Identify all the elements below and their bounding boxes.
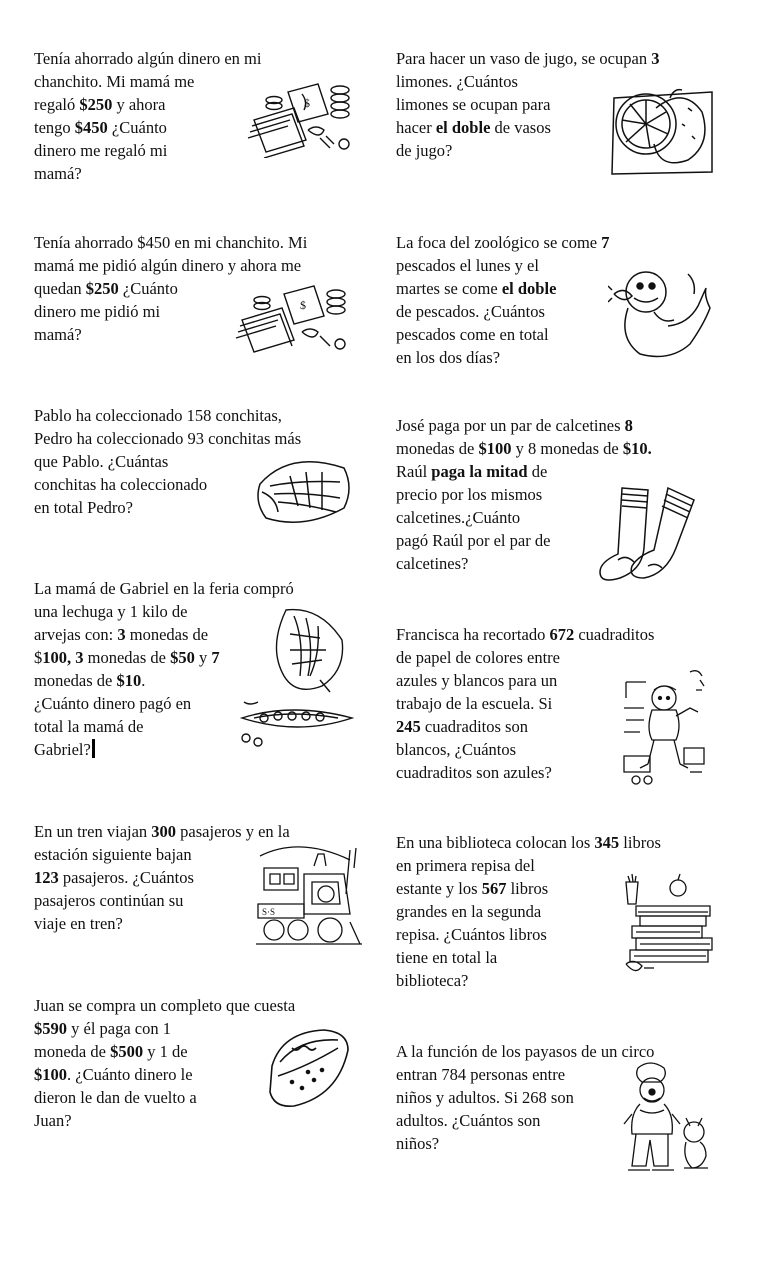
problem-line: pagó Raúl por el par de	[396, 531, 551, 550]
problem-line: tiene en total la	[396, 948, 498, 967]
problem-line: Francisca ha recortado 672 cuadraditos	[396, 625, 655, 644]
problem-line: quedan $250 ¿Cuánto	[34, 279, 178, 298]
problem-line: moneda de $500 y 1 de	[34, 1042, 188, 1061]
seal-icon	[608, 262, 714, 360]
problem-line: tengo $450 ¿Cuánto	[34, 118, 167, 137]
problem-line: dinero me regaló mi	[34, 141, 168, 160]
problem-line: pescados come en total	[396, 325, 549, 344]
problem-line: A la función de los payasos de un circo	[396, 1042, 655, 1061]
problem-line: Tenía ahorrado algún dinero en mi	[34, 49, 262, 68]
hotdog-icon	[262, 1026, 352, 1112]
girl-crafts-icon	[620, 668, 716, 786]
problem-line: cuadraditos son azules?	[396, 763, 552, 782]
problem-line: calcetines.¿Cuánto	[396, 508, 521, 527]
problem-line: calcetines?	[396, 554, 469, 573]
problem-line: estante y los 567 libros	[396, 879, 549, 898]
problem-line: ¿Cuánto dinero pagó en	[34, 694, 192, 713]
problem-line: regaló $250 y ahora	[34, 95, 166, 114]
problem-line: precio por los mismos	[396, 485, 543, 504]
problem-line: blancos, ¿Cuántos	[396, 740, 517, 759]
problem-line: repisa. ¿Cuántos libros	[396, 925, 547, 944]
problem-line: biblioteca?	[396, 971, 469, 990]
problem-line: arvejas con: 3 monedas de	[34, 625, 209, 644]
problem-line: En una biblioteca colocan los 345 libros	[396, 833, 661, 852]
problem-line: limones se ocupan para	[396, 95, 551, 114]
problem-1	[34, 47, 261, 185]
problem-line: La foca del zoológico se come 7	[396, 233, 610, 252]
problem-line: La mamá de Gabriel en la feria compró	[34, 579, 294, 598]
train-icon	[254, 844, 364, 952]
problem-line: Pedro ha coleccionado 93 conchitas más	[34, 429, 302, 448]
problem-line: de jugo?	[396, 141, 453, 160]
shell-icon	[256, 456, 354, 526]
problem-12	[396, 1040, 654, 1155]
problem-line: dieron le dan de vuelto a	[34, 1088, 197, 1107]
problem-line: monedas de $100 y 8 monedas de $10.	[396, 439, 652, 458]
problem-line: Raúl paga la mitad de	[396, 462, 548, 481]
problem-line: chanchito. Mi mamá me	[34, 72, 195, 91]
problem-line: conchitas ha coleccionado	[34, 475, 208, 494]
svg-text:$: $	[300, 298, 306, 312]
problem-line: 123 pasajeros. ¿Cuántos	[34, 868, 194, 887]
problem-4	[396, 231, 610, 369]
problem-9	[34, 820, 290, 935]
problem-line: mamá?	[34, 164, 82, 183]
problem-line: mamá me pidió algún dinero y ahora me	[34, 256, 302, 275]
problem-line: pasajeros continúan su	[34, 891, 184, 910]
money-icon	[232, 284, 350, 356]
problem-line: que Pablo. ¿Cuántas	[34, 452, 169, 471]
lettuce-icon	[234, 604, 354, 750]
problem-line: $590 y él paga con 1	[34, 1019, 172, 1038]
problem-line: en primera repisa del	[396, 856, 535, 875]
problem-line: en los dos días?	[396, 348, 501, 367]
text-cursor	[92, 739, 95, 758]
clown-icon	[622, 1060, 718, 1178]
problem-line: Juan?	[34, 1111, 72, 1130]
svg-text:$: $	[304, 96, 310, 110]
problem-line: entran 784 personas entre	[396, 1065, 566, 1084]
money-icon	[244, 80, 356, 158]
problem-line: pescados el lunes y el	[396, 256, 539, 275]
problem-8	[396, 623, 654, 784]
problem-line: de papel de colores entre	[396, 648, 561, 667]
problem-11	[34, 994, 295, 1132]
problem-line: niños y adultos. Si 268 son	[396, 1088, 574, 1107]
problem-line: hacer el doble de vasos	[396, 118, 551, 137]
problem-line: trabajo de la escuela. Si	[396, 694, 553, 713]
problem-line: de pescados. ¿Cuántos	[396, 302, 545, 321]
problem-line: adultos. ¿Cuántos son	[396, 1111, 541, 1130]
problem-line: 245 cuadraditos son	[396, 717, 528, 736]
socks-icon	[598, 484, 710, 588]
problem-line: niños?	[396, 1134, 440, 1153]
problem-line: José paga por un par de calcetines 8	[396, 416, 633, 435]
problem-line: $100. ¿Cuánto dinero le	[34, 1065, 193, 1084]
problem-line: $100, 3 monedas de $50 y 7	[34, 648, 220, 667]
problem-line: Gabriel?	[34, 738, 294, 761]
problem-line: dinero me pidió mi	[34, 302, 161, 321]
problem-line: en total Pedro?	[34, 498, 133, 517]
problem-line: Pablo ha coleccionado 158 conchitas,	[34, 406, 282, 425]
problem-line: estación siguiente bajan	[34, 845, 192, 864]
svg-text:S·S: S·S	[262, 907, 276, 917]
lemon-icon	[608, 78, 718, 176]
problem-line: Para hacer un vaso de jugo, se ocupan 3	[396, 49, 660, 68]
problem-line: Juan se compra un completo que cuesta	[34, 996, 296, 1015]
problem-line: monedas de $10.	[34, 671, 146, 690]
problem-line: mamá?	[34, 325, 82, 344]
problem-line: En un tren viajan 300 pasajeros y en la	[34, 822, 290, 841]
problem-line: total la mamá de	[34, 717, 144, 736]
books-icon	[622, 872, 718, 980]
problem-line: martes se come el doble	[396, 279, 557, 298]
problem-line: una lechuga y 1 kilo de	[34, 602, 188, 621]
problem-line: Tenía ahorrado $450 en mi chanchito. Mi	[34, 233, 308, 252]
problem-line: grandes en la segunda	[396, 902, 542, 921]
problem-line: limones. ¿Cuántos	[396, 72, 518, 91]
problem-line: viaje en tren?	[34, 914, 123, 933]
problem-line: azules y blancos para un	[396, 671, 558, 690]
